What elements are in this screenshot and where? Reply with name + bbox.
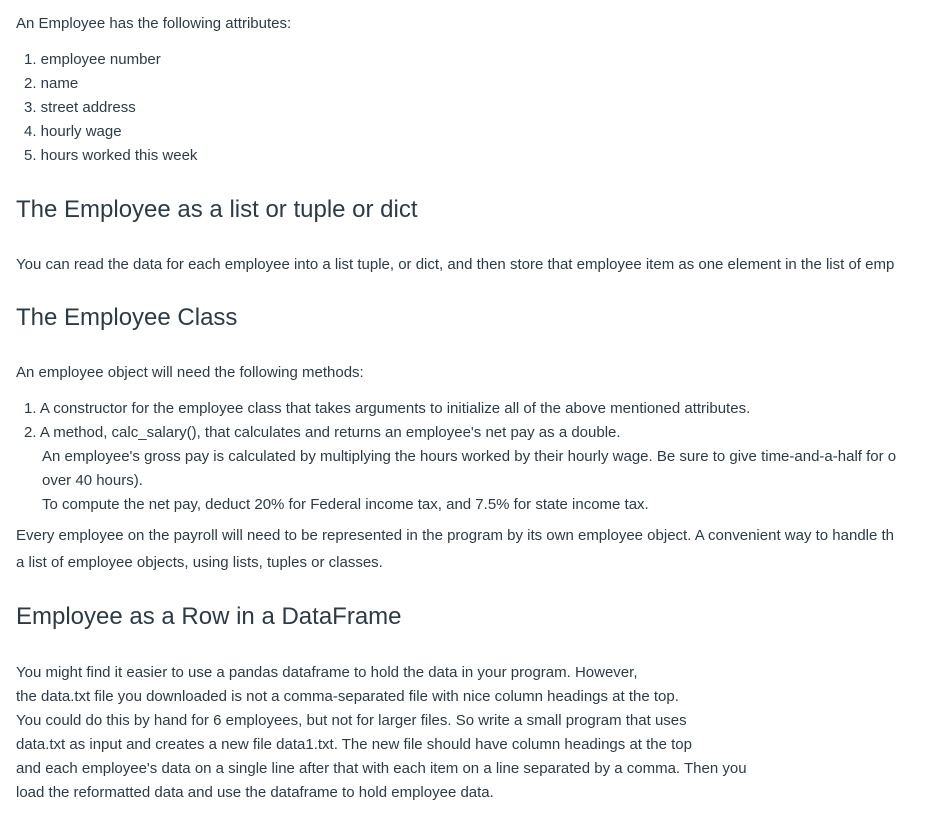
section-heading-employee-class: The Employee Class: [16, 304, 238, 331]
list-item-detail: over 40 hours).: [42, 472, 143, 489]
paragraph-line: You might find it easier to use a pandas dataframe to hold the data in your program. However,: [16, 664, 638, 681]
paragraph-line: data.txt as input and creates a new file data1.txt. The new file should have column headings at the top: [16, 736, 692, 753]
section-text-outro: a list of employee objects, using lists, tuples or classes.: [16, 554, 383, 571]
list-item: 5. hours worked this week: [24, 147, 198, 164]
paragraph-line: the data.txt file you downloaded is not a comma-separated file with nice column headings at the top.: [16, 688, 679, 705]
list-item: 2. A method, calc_salary(), that calculates and returns an employee's net pay as a double.: [24, 424, 621, 441]
list-item: 1. A constructor for the employee class that takes arguments to initialize all of the above mentioned attributes.: [24, 400, 751, 417]
list-item: 4. hourly wage: [24, 123, 122, 140]
paragraph-line: You could do this by hand for 6 employees, but not for larger files. So write a small program that uses: [16, 712, 687, 729]
list-item: 2. name: [24, 75, 79, 92]
section-heading-list-tuple-dict: The Employee as a list or tuple or dict: [16, 196, 418, 223]
intro-text: An Employee has the following attributes:: [16, 15, 292, 32]
list-item-detail: To compute the net pay, deduct 20% for Federal income tax, and 7.5% for state income tax.: [42, 496, 649, 513]
section-heading-dataframe: Employee as a Row in a DataFrame: [16, 603, 402, 630]
paragraph-line: load the reformatted data and use the dataframe to hold employee data.: [16, 784, 494, 801]
list-item: 1. employee number: [24, 51, 161, 68]
paragraph-line: and each employee's data on a single line after that with each item on a line separated by a comma. Then you: [16, 760, 747, 777]
section-text-outro: Every employee on the payroll will need to be represented in the program by its own employee object. A convenient way to handle th: [16, 527, 895, 544]
section-text-methods-intro: An employee object will need the following methods:: [16, 364, 364, 381]
section-text-list-tuple-dict: You can read the data for each employee into a list tuple, or dict, and then store that employee item as one element in the list of emp: [16, 256, 895, 273]
list-item: 3. street address: [24, 99, 136, 116]
list-item-detail: An employee's gross pay is calculated by multiplying the hours worked by their hourly wage. Be sure to give time-and-a-half for o: [42, 448, 897, 465]
